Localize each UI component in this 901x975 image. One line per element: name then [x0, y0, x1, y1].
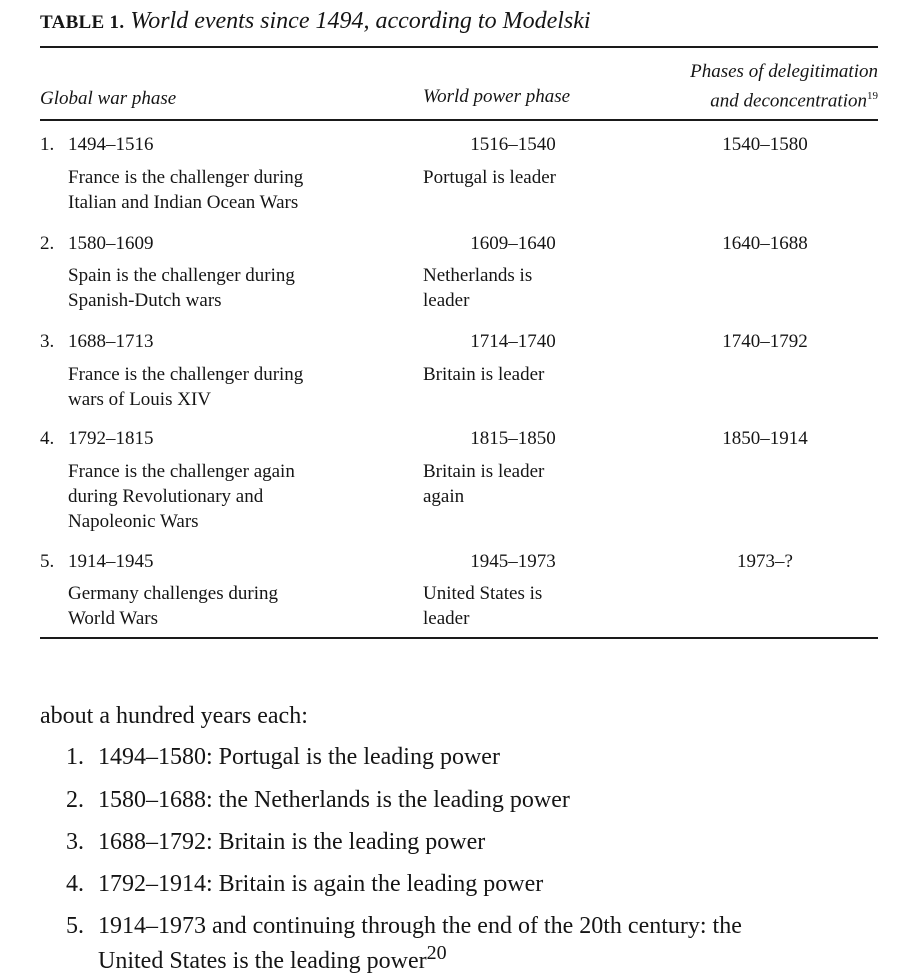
war-description-line: Italian and Indian Ocean Wars — [68, 192, 299, 213]
war-years: 1914–1945 — [68, 551, 154, 572]
delegitimation-years: 1850–1914 — [722, 428, 808, 449]
table-header-rule — [40, 119, 878, 121]
footnote-ref-20: 20 — [426, 942, 447, 964]
list-number: 5. — [66, 913, 84, 939]
war-years: 1494–1516 — [68, 134, 154, 155]
list-item — [66, 786, 570, 814]
power-years: 1714–1740 — [470, 331, 556, 352]
power-years: 1815–1850 — [470, 428, 556, 449]
delegitimation-years: 1640–1688 — [722, 233, 808, 254]
power-years: 1945–1973 — [470, 551, 556, 572]
power-description-line: leader — [423, 608, 470, 629]
list-text: 1688–1792: Britain is the leading power — [98, 829, 486, 855]
delegitimation-years: 1540–1580 — [722, 134, 808, 155]
war-description-line: France is the challenger during — [68, 364, 304, 385]
list-number: 3. — [66, 829, 84, 855]
row-number: 5. — [40, 551, 55, 572]
list-item — [66, 743, 500, 771]
war-years: 1688–1713 — [68, 331, 154, 352]
list-number: 1. — [66, 744, 84, 770]
war-years: 1792–1815 — [68, 428, 154, 449]
power-description-line: Britain is leader — [423, 461, 545, 482]
war-description-line: Germany challenges during — [68, 583, 278, 604]
war-description-line: Spanish-Dutch wars — [68, 290, 222, 311]
power-years: 1609–1640 — [470, 233, 556, 254]
power-description-line: leader — [423, 290, 470, 311]
table-top-rule — [40, 46, 878, 48]
row-number: 2. — [40, 233, 55, 254]
war-description-line: France is the challenger again — [68, 461, 295, 482]
header-delegitimation — [690, 60, 878, 113]
list-item — [66, 912, 742, 940]
list-text: 1792–1914: Britain is again the leading power — [98, 871, 544, 897]
list-number: 4. — [66, 871, 84, 897]
header-delegitimation-line1: Phases of delegitimation — [690, 61, 878, 82]
list-item — [66, 870, 543, 898]
table-caption — [40, 6, 591, 38]
war-years: 1580–1609 — [68, 233, 154, 254]
war-description-line: during Revolutionary and — [68, 486, 264, 507]
power-description-line: Netherlands is — [423, 265, 533, 286]
row-number: 3. — [40, 331, 55, 352]
table-label: TABLE 1. — [40, 12, 125, 33]
delegitimation-years: 1740–1792 — [722, 331, 808, 352]
header-world-power: World power phase — [423, 86, 571, 107]
power-description-line: Britain is leader — [423, 364, 545, 385]
table-title: World events since 1494, according to Modelski — [130, 8, 591, 34]
war-description-line: World Wars — [68, 608, 158, 629]
delegitimation-years: 1973–? — [737, 551, 793, 572]
war-description-line: France is the challenger during — [68, 167, 304, 188]
power-years: 1516–1540 — [470, 134, 556, 155]
list-text: United States is the leading power — [98, 948, 427, 974]
body-paragraph: about a hundred years each: — [40, 703, 308, 729]
war-description-line: Spain is the challenger during — [68, 265, 295, 286]
list-item — [66, 828, 485, 856]
list-number: 2. — [66, 787, 84, 813]
table-bottom-rule — [40, 637, 878, 639]
row-number: 1. — [40, 134, 55, 155]
war-description-line: Napoleonic Wars — [68, 511, 199, 532]
list-text: 1580–1688: the Netherlands is the leading power — [98, 787, 570, 813]
power-description-line: Portugal is leader — [423, 167, 556, 188]
header-delegitimation-line2: and deconcentration$^{19}$ — [710, 90, 878, 112]
footnote-ref-19: 19 — [867, 90, 878, 102]
row-number: 4. — [40, 428, 55, 449]
list-text: 1914–1973 and continuing through the end of the 20th century: the — [98, 913, 742, 939]
power-description-line: United States is — [423, 583, 543, 604]
list-text: 1494–1580: Portugal is the leading power — [98, 744, 500, 770]
war-description-line: wars of Louis XIV — [68, 389, 212, 410]
power-description-line: again — [423, 486, 465, 507]
header-global-war: Global war phase — [40, 88, 177, 109]
